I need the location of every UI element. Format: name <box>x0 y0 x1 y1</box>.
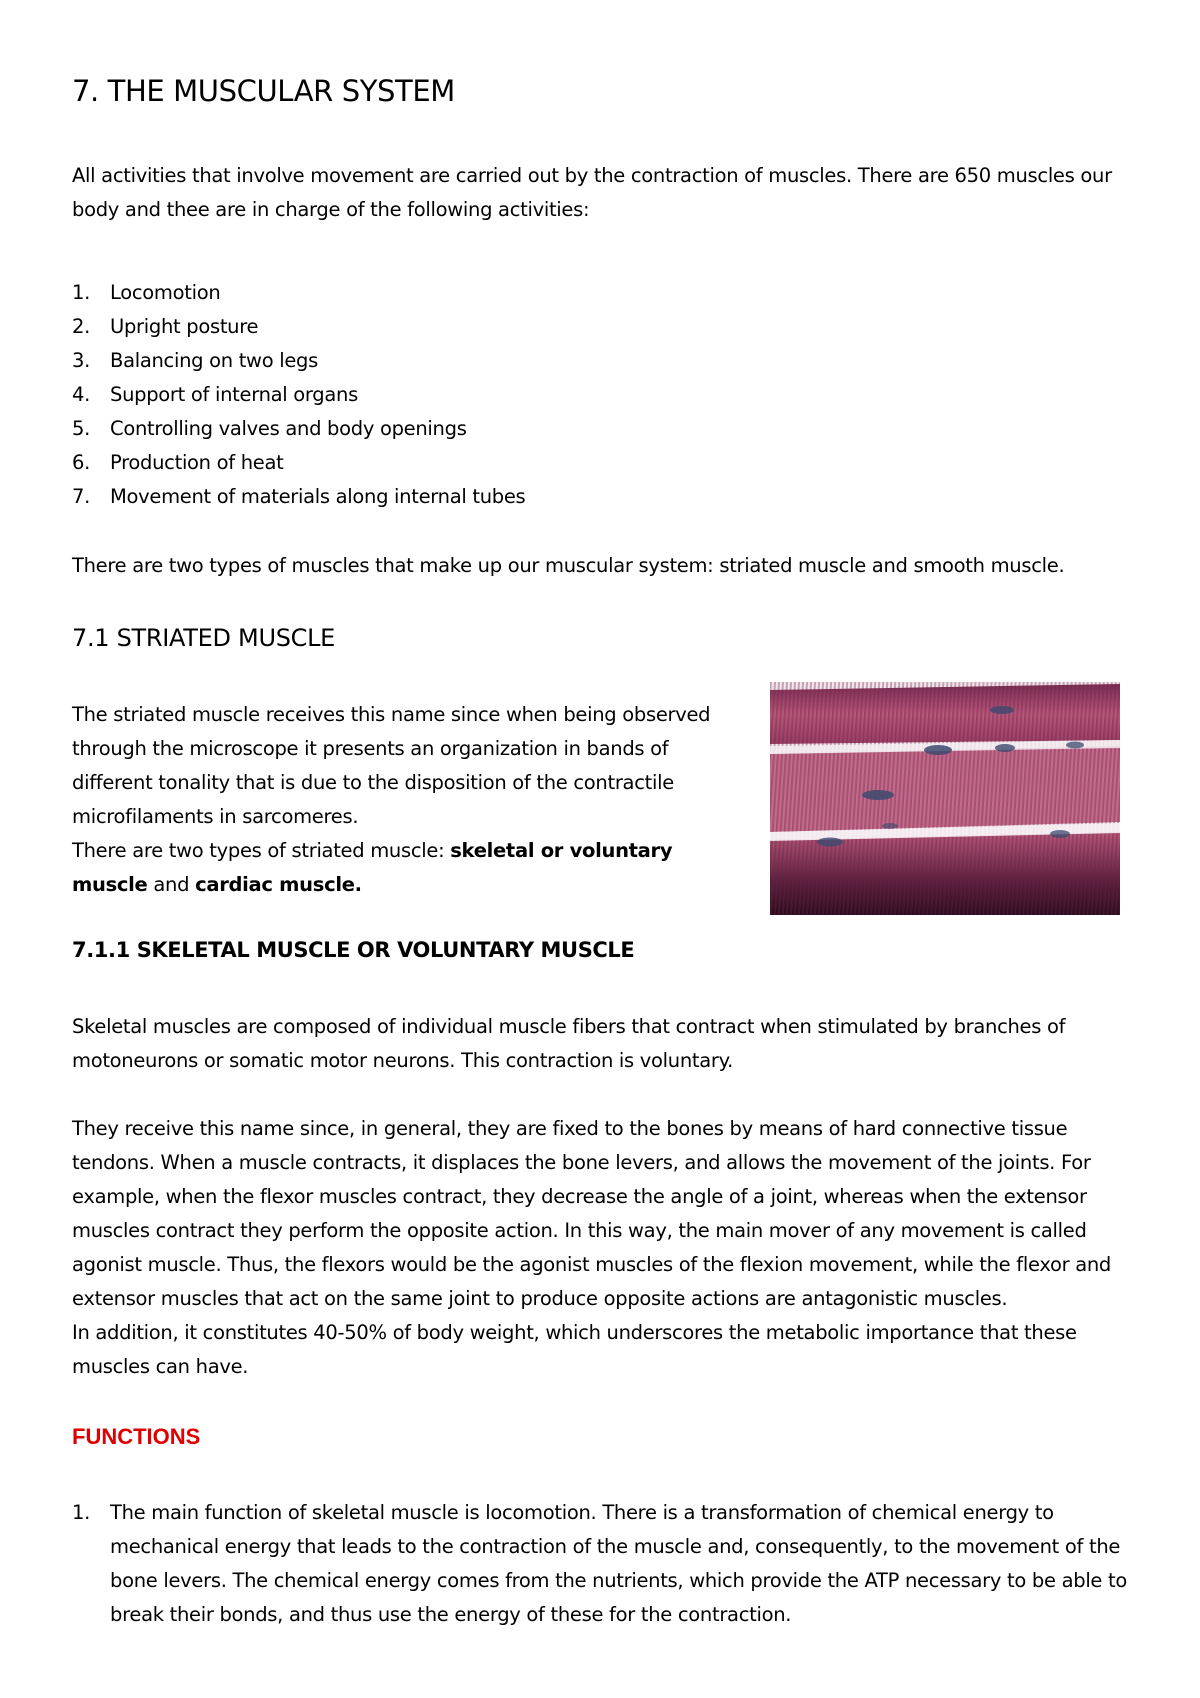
intro-paragraph: All activities that involve movement are carried out by the contraction of muscles. There are 650 muscles our body and thee are in charge of the following activities: <box>72 164 1112 221</box>
list-item: 2. Upright posture <box>72 315 259 338</box>
functions-list <box>72 1496 1132 1632</box>
functions-heading: FUNCTIONS <box>72 1424 201 1449</box>
striated-types-line: There are two types of striated muscle: skeletal or voluntary muscle and cardiac muscle. <box>72 839 673 896</box>
list-item: 4. Support of internal organs <box>72 383 358 406</box>
micrograph-image <box>770 682 1120 915</box>
striated-paragraph: The striated muscle receives this name since when being observed through the microscope it presents an organization in bands of different tonality that is due to the disposition of the contractile microfilaments in sarcomeres. There are two types of striated muscle: skeletal or voluntary muscle and cardiac muscle. <box>72 698 740 902</box>
striated-muscle-micrograph <box>770 682 1120 915</box>
functions-heading-wrap <box>72 1424 1132 1450</box>
list-item: 6. Production of heat <box>72 451 284 474</box>
skeletal-heading: 7.1.1 SKELETAL MUSCLE OR VOLUNTARY MUSCLE <box>72 938 635 962</box>
striated-heading: 7.1 STRIATED MUSCLE <box>72 624 336 652</box>
muscle-types-paragraph: There are two types of muscles that make up our muscular system: striated muscle and smooth muscle. <box>72 554 1065 577</box>
skeletal-paragraph-2: They receive this name since, in general, they are fixed to the bones by means of hard connective tissue tendons. When a muscle contracts, it displaces the bone levers, and allows the movement of the joints. For example, when the flexor muscles contract, they decrease the angle of a joint, whereas when the extensor muscles contract they perform the opposite action. In this way, the main mover of any movement is called agonist muscle. Thus, the flexors would be the agonist muscles of the flexion movement, while the flexor and extensor muscles that act on the same joint to produce opposite actions are antagonistic muscles. In addition, it constitutes 40-50% of body weight, which underscores the metabolic importance that these muscles can have. <box>72 1117 1111 1378</box>
page-title: 7. THE MUSCULAR SYSTEM <box>72 74 455 108</box>
activities-list <box>72 276 1132 514</box>
list-item: 3. Balancing on two legs <box>72 349 318 372</box>
list-item: 1. The main function of skeletal muscle is locomotion. There is a transformation of chemical energy to mechanical energy that leads to the contraction of the muscle and, consequently, to the movement of the bone levers. The chemical energy comes from the nutrients, which provide the ATP necessary to be able to break their bonds, and thus use the energy of these for the contraction. <box>72 1501 1128 1626</box>
list-item: 7. Movement of materials along internal tubes <box>72 485 526 508</box>
list-item: 1. Locomotion <box>72 281 221 304</box>
skeletal-paragraph-1: Skeletal muscles are composed of individual muscle fibers that contract when stimulated by branches of motoneurons or somatic motor neurons. This contraction is voluntary. <box>72 1015 1066 1072</box>
list-item: 5. Controlling valves and body openings <box>72 417 467 440</box>
